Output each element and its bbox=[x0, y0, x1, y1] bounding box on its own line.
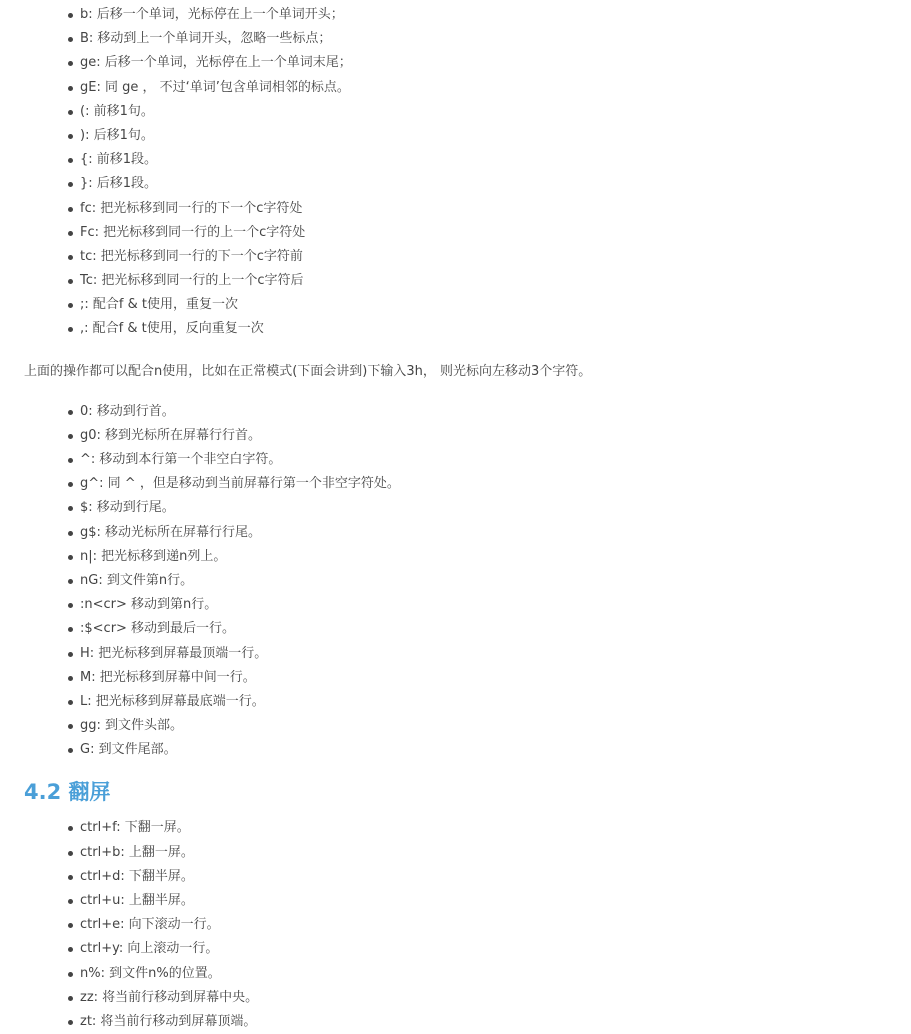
list-item: G: 到文件尾部。 bbox=[80, 738, 894, 762]
list-item: gg: 到文件头部。 bbox=[80, 714, 894, 738]
list-item: g^: 同 ^ ，但是移动到当前屏幕行第一个非空字符处。 bbox=[80, 472, 894, 496]
list-item: {: 前移1段。 bbox=[80, 148, 894, 172]
list-item: ctrl+f: 下翻一屏。 bbox=[80, 816, 894, 840]
list-item: L: 把光标移到屏幕最底端一行。 bbox=[80, 690, 894, 714]
list-item: ctrl+u: 上翻半屏。 bbox=[80, 889, 894, 913]
list-item: ctrl+d: 下翻半屏。 bbox=[80, 865, 894, 889]
list-item: nG: 到文件第n行。 bbox=[80, 569, 894, 593]
list-item: n%: 到文件n%的位置。 bbox=[80, 962, 894, 986]
list-item: g0: 移到光标所在屏幕行行首。 bbox=[80, 424, 894, 448]
list-item: :$<cr> 移动到最后一行。 bbox=[80, 617, 894, 641]
list-item: fc: 把光标移到同一行的下一个c字符处 bbox=[80, 197, 894, 221]
list-item: ^: 移动到本行第一个非空白字符。 bbox=[80, 448, 894, 472]
list-item: ctrl+y: 向上滚动一行。 bbox=[80, 937, 894, 961]
list-item: (: 前移1句。 bbox=[80, 100, 894, 124]
list-item: tc: 把光标移到同一行的下一个c字符前 bbox=[80, 245, 894, 269]
list-item: }: 后移1段。 bbox=[80, 172, 894, 196]
article-content bbox=[24, 3, 894, 1034]
section-heading: 4.2 翻屏 bbox=[24, 780, 111, 805]
list-item: n|: 把光标移到递n列上。 bbox=[80, 545, 894, 569]
list-item: ,: 配合f & t使用，反向重复一次 bbox=[80, 317, 894, 341]
list-item: b: 后移一个单词，光标停在上一个单词开头； bbox=[80, 3, 894, 27]
list-item: 0: 移动到行首。 bbox=[80, 400, 894, 424]
list-item: ctrl+e: 向下滚动一行。 bbox=[80, 913, 894, 937]
list-item: zz: 将当前行移动到屏幕中央。 bbox=[80, 986, 894, 1010]
scroll-list bbox=[24, 816, 894, 1034]
list-item: M: 把光标移到屏幕中间一行。 bbox=[80, 666, 894, 690]
motion-list-lines bbox=[24, 400, 894, 763]
paragraph-count-prefix: 上面的操作都可以配合n使用，比如在正常模式(下面会讲到)下输入3h， 则光标向左移动3个字符。 bbox=[24, 363, 592, 379]
list-item: gE: 同 ge ， 不过‘单词’包含单词相邻的标点。 bbox=[80, 76, 894, 100]
list-item: ge: 后移一个单词，光标停在上一个单词末尾； bbox=[80, 51, 894, 75]
list-item: H: 把光标移到屏幕最顶端一行。 bbox=[80, 642, 894, 666]
list-item: B: 移动到上一个单词开头，忽略一些标点； bbox=[80, 27, 894, 51]
list-item: zt: 将当前行移动到屏幕顶端。 bbox=[80, 1010, 894, 1034]
list-item: ): 后移1句。 bbox=[80, 124, 894, 148]
list-item: Tc: 把光标移到同一行的上一个c字符后 bbox=[80, 269, 894, 293]
list-item: :n<cr> 移动到第n行。 bbox=[80, 593, 894, 617]
list-item: ctrl+b: 上翻一屏。 bbox=[80, 841, 894, 865]
motion-list-words bbox=[24, 3, 894, 342]
list-item: Fc: 把光标移到同一行的上一个c字符处 bbox=[80, 221, 894, 245]
list-item: ;: 配合f & t使用，重复一次 bbox=[80, 293, 894, 317]
list-item: g$: 移动光标所在屏幕行行尾。 bbox=[80, 521, 894, 545]
list-item: $: 移动到行尾。 bbox=[80, 496, 894, 520]
